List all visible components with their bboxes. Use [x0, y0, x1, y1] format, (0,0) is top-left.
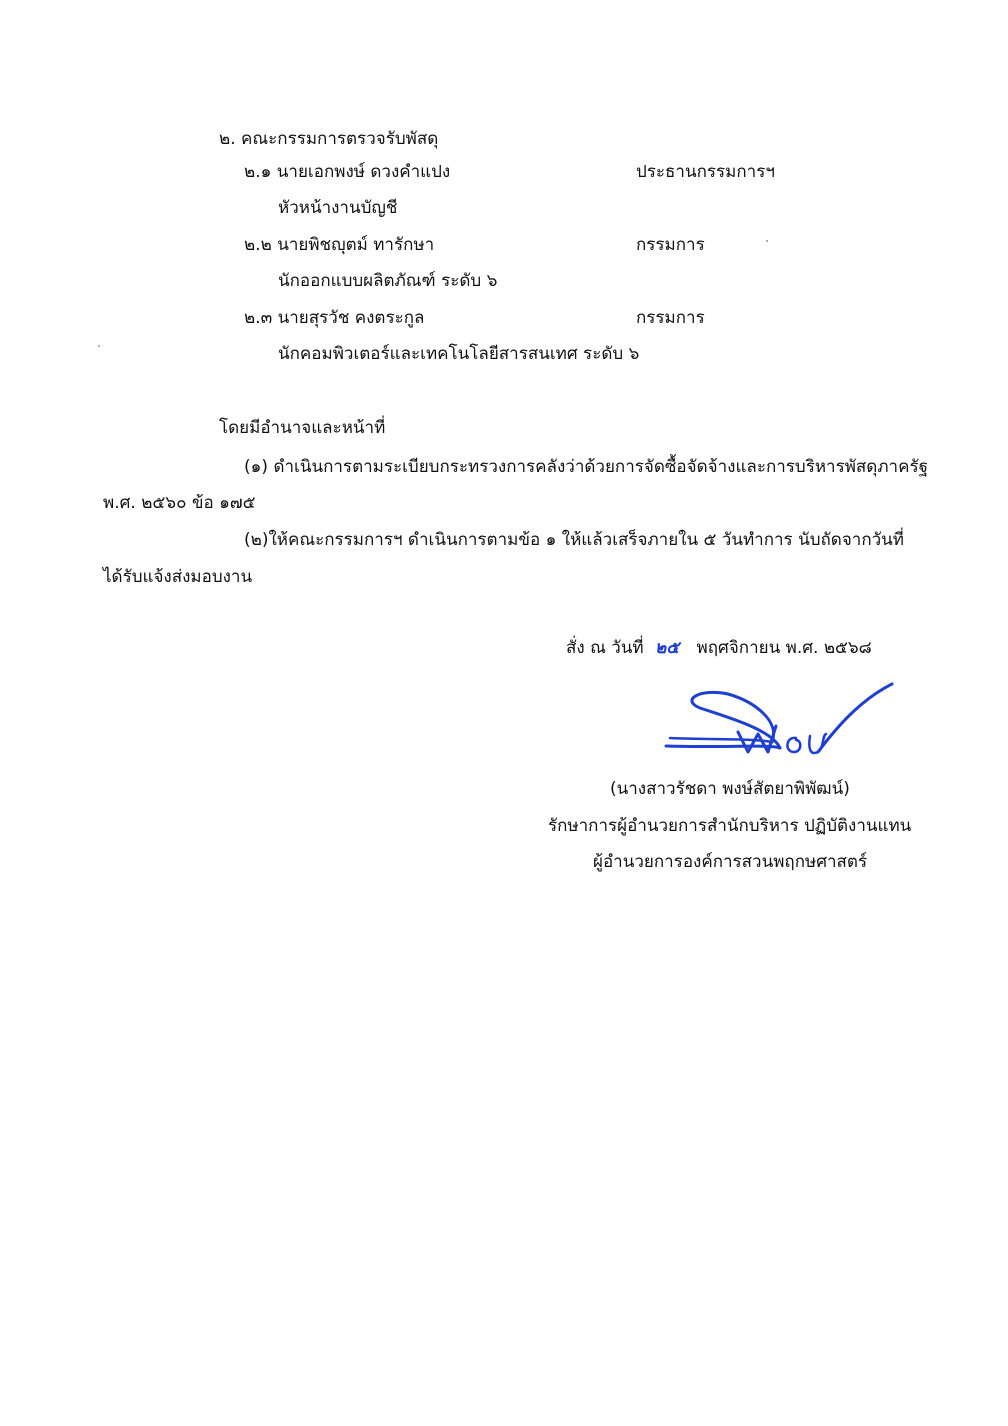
member-1-role: ประธานกรรมการฯ [636, 162, 775, 182]
order-date-prefix: สั่ง ณ วันที่ [566, 638, 644, 658]
duty-1-line-1: (๑) ดำเนินการตามระเบียบกระทรวงการคลังว่าด้วยการจัดซื้อจัดจ้างและการบริหารพัสดุภาครัฐ [244, 457, 928, 477]
member-2-name: ๒.๒ นายพิชญุตม์ ทารักษา [244, 235, 435, 255]
scan-speck [766, 240, 768, 242]
member-3-role: กรรมการ [636, 308, 705, 328]
signatory-title-2: ผู้อำนวยการองค์การสวนพฤกษศาสตร์ [593, 852, 868, 872]
duty-2-line-1: (๒)ให้คณะกรรมการฯ ดำเนินการตามข้อ ๑ ให้แล้วเสร็จภายใน ๕ วันทำการ นับถัดจากวันที่ [244, 530, 904, 550]
duty-2-line-2: ได้รับแจ้งส่งมอบงาน [103, 567, 253, 587]
duties-heading: โดยมีอำนาจและหน้าที่ [219, 418, 386, 438]
scan-speck [98, 345, 100, 347]
member-3-position: นักคอมพิวเตอร์และเทคโนโลยีสารสนเทศ ระดับ ๖ [278, 344, 640, 364]
member-2-position: นักออกแบบผลิตภัณฑ์ ระดับ ๖ [278, 271, 498, 291]
signatory-name: (นางสาวรัชดา พงษ์สัตยาพิพัฒน์) [610, 779, 850, 799]
order-date [566, 637, 872, 659]
signature-image [660, 678, 900, 778]
order-date-day: ๒๕ [655, 638, 680, 658]
committee-heading: ๒. คณะกรรมการตรวจรับพัสดุ [219, 129, 439, 149]
member-3-name: ๒.๓ นายสุรวัช คงตระกูล [244, 308, 425, 328]
member-1-position: หัวหน้างานบัญชี [278, 198, 398, 218]
order-date-month-year: พฤศจิกายน พ.ศ. ๒๕๖๘ [696, 638, 872, 658]
member-2-role: กรรมการ [636, 235, 705, 255]
member-1-name: ๒.๑ นายเอกพงษ์ ดวงคำแปง [244, 162, 451, 182]
duty-1-line-2: พ.ศ. ๒๕๖๐ ข้อ ๑๗๕ [103, 493, 256, 513]
signatory-title-1: รักษาการผู้อำนวยการสำนักบริหาร ปฏิบัติงานแทน [548, 816, 912, 836]
